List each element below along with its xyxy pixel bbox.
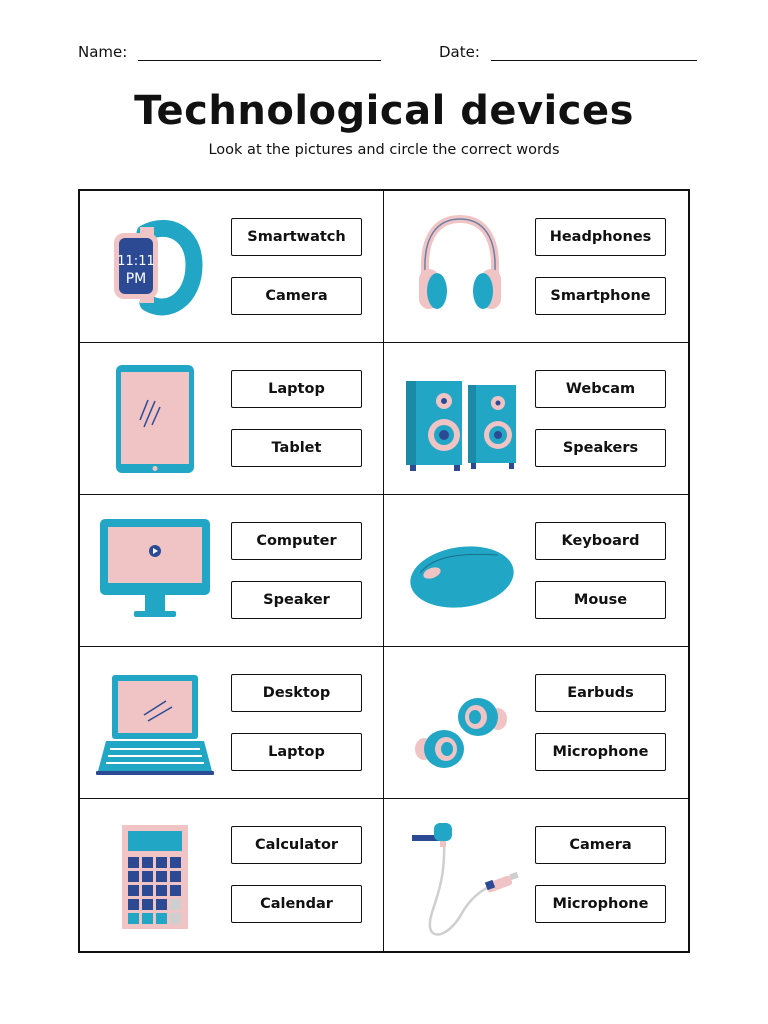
device-cell <box>80 343 384 495</box>
option-tablet[interactable]: Tablet <box>231 429 362 467</box>
worksheet-instructions: Look at the pictures and circle the correct words <box>208 142 560 158</box>
name-field[interactable] <box>78 43 381 61</box>
option-camera[interactable]: Camera <box>535 826 666 864</box>
name-input-line[interactable] <box>138 46 381 61</box>
earbuds-icon <box>394 659 524 787</box>
calculator-key <box>170 857 181 868</box>
calculator-key <box>142 885 153 896</box>
calculator-key <box>128 871 139 882</box>
date-input-line[interactable] <box>491 46 697 61</box>
option-computer[interactable]: Computer <box>231 522 362 560</box>
calculator-key <box>128 899 139 910</box>
option-microphone[interactable]: Microphone <box>535 733 666 771</box>
name-label: Name: <box>78 43 128 61</box>
laptop-icon <box>90 659 220 787</box>
option-mouse[interactable]: Mouse <box>535 581 666 619</box>
option-camera[interactable]: Camera <box>231 277 362 315</box>
watch-time-text: 11:11 <box>117 254 155 269</box>
option-speaker[interactable]: Speaker <box>231 581 362 619</box>
calculator-key <box>156 913 167 924</box>
option-headphones[interactable]: Headphones <box>535 218 666 256</box>
calculator-key <box>170 885 181 896</box>
device-cell <box>384 647 688 799</box>
option-smartwatch[interactable]: Smartwatch <box>231 218 362 256</box>
calculator-key <box>128 857 139 868</box>
option-laptop[interactable]: Laptop <box>231 733 362 771</box>
worksheet-title: Technological devices <box>134 88 634 134</box>
device-cell <box>80 799 384 951</box>
calculator-key <box>142 871 153 882</box>
calculator-key <box>156 871 167 882</box>
headphones-icon <box>394 203 524 331</box>
option-earbuds[interactable]: Earbuds <box>535 674 666 712</box>
calculator-icon <box>90 811 220 939</box>
calculator-key <box>142 857 153 868</box>
option-webcam[interactable]: Webcam <box>535 370 666 408</box>
option-speakers[interactable]: Speakers <box>535 429 666 467</box>
option-calendar[interactable]: Calendar <box>231 885 362 923</box>
calculator-key <box>156 885 167 896</box>
lapel-microphone-icon <box>394 811 524 939</box>
option-smartphone[interactable]: Smartphone <box>535 277 666 315</box>
calculator-key <box>156 899 167 910</box>
calculator-key <box>170 913 181 924</box>
speakers-icon <box>394 355 524 483</box>
device-cell <box>80 495 384 647</box>
option-laptop[interactable]: Laptop <box>231 370 362 408</box>
calculator-key <box>142 913 153 924</box>
option-microphone[interactable]: Microphone <box>535 885 666 923</box>
date-field[interactable] <box>439 43 697 61</box>
tablet-icon <box>90 355 220 483</box>
device-grid <box>78 189 690 953</box>
device-cell <box>80 191 384 343</box>
calculator-key <box>170 871 181 882</box>
device-cell <box>384 495 688 647</box>
device-cell <box>384 343 688 495</box>
date-label: Date: <box>439 43 480 61</box>
calculator-key <box>128 913 139 924</box>
watch-ampm-text: PM <box>125 271 147 287</box>
option-calculator[interactable]: Calculator <box>231 826 362 864</box>
calculator-key <box>170 899 181 910</box>
mouse-icon <box>394 507 524 635</box>
device-cell <box>80 647 384 799</box>
smartwatch-icon <box>90 203 220 331</box>
calculator-key <box>128 885 139 896</box>
option-desktop[interactable]: Desktop <box>231 674 362 712</box>
device-cell <box>384 191 688 343</box>
calculator-key <box>156 857 167 868</box>
calculator-key <box>142 899 153 910</box>
option-keyboard[interactable]: Keyboard <box>535 522 666 560</box>
computer-monitor-icon <box>90 507 220 635</box>
device-cell <box>384 799 688 951</box>
